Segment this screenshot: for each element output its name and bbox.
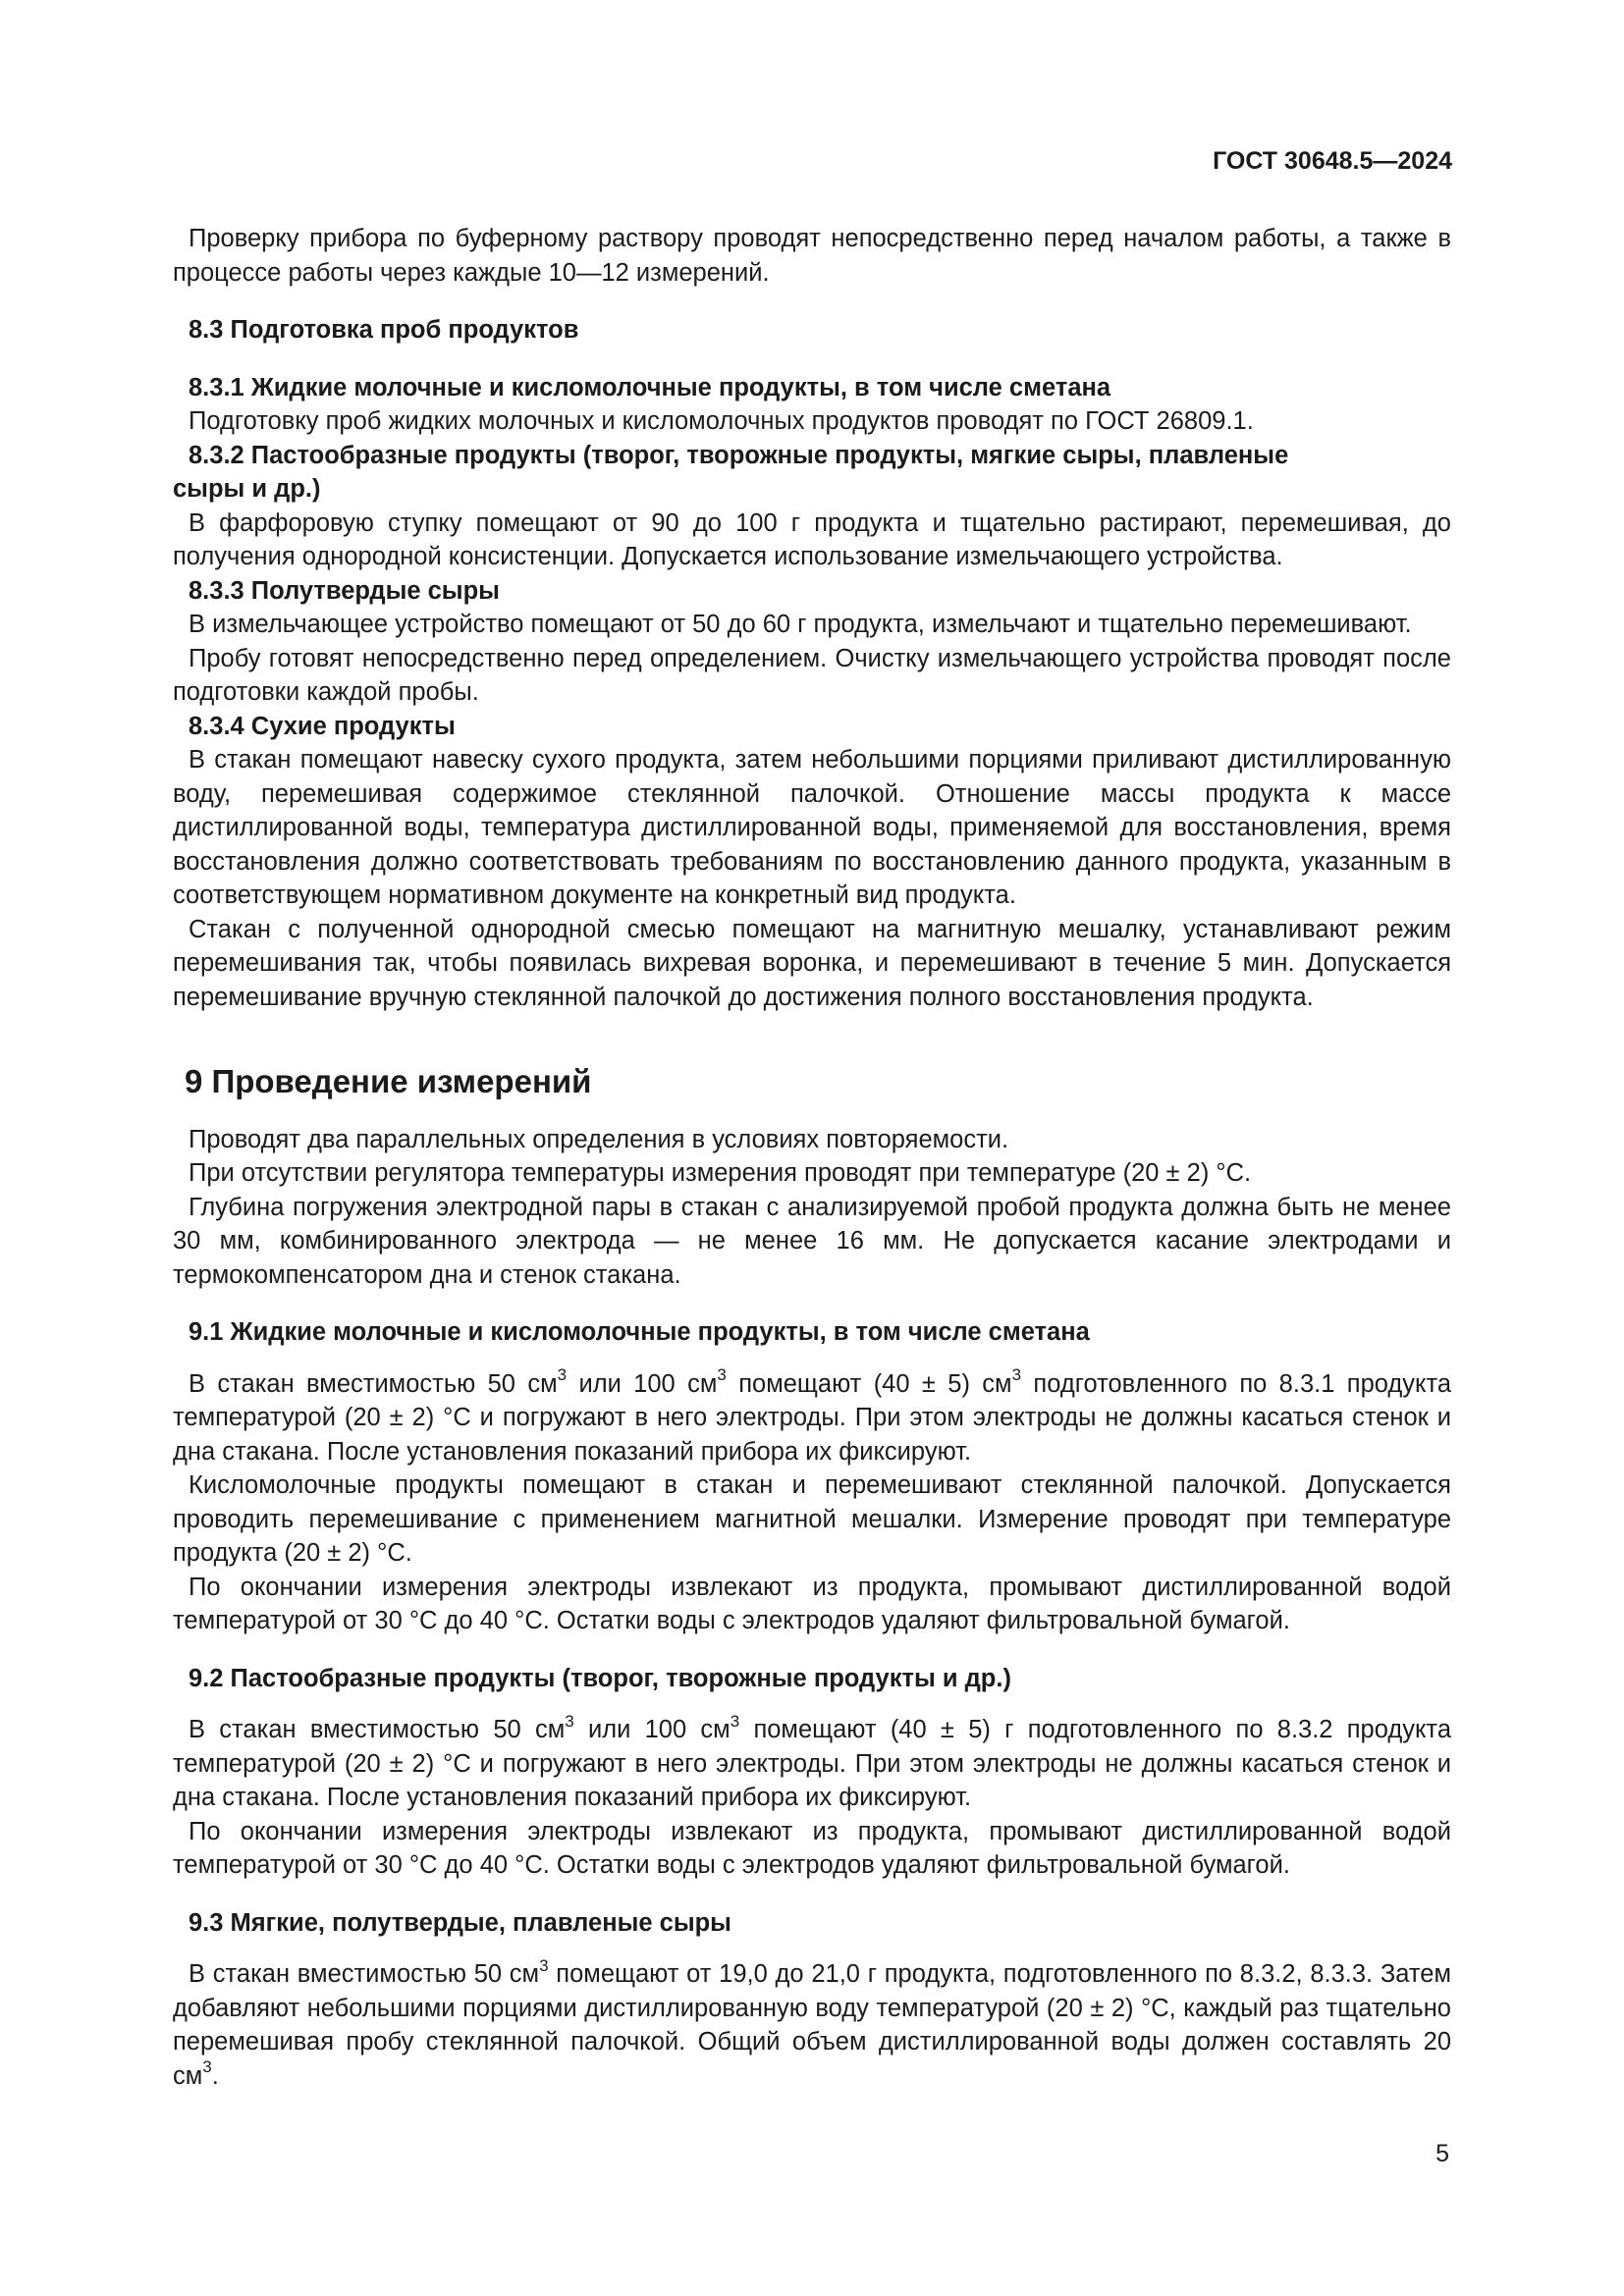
paragraph [173,1367,1451,1469]
page-content [173,222,1451,2093]
paragraph: В фарфоровую ступку помещают от 90 до 100 г продукта и тщательно растирают, перемешивая, до получения однородной консистенции. Допускается использование измельчающего устройства. [173,508,1451,570]
section-heading-9-2: 9.2 Пастообразные продукты (творог, творожные продукты и др.) [189,1664,1011,1692]
text-run: В стакан вместимостью 50 см [189,1960,540,1988]
superscript: 3 [202,2057,212,2076]
section-heading-8-3-4: 8.3.4 Сухие продукты [189,712,456,740]
superscript: 3 [1011,1365,1022,1384]
text-run: подготовленного по 8.3.1 продукта температурой (20 ± 2) °С и погружают в него электроды. При этом электроды не должны касаться стенок и дна стакана. После установления показаний прибора их фиксируют. [173,1369,1452,1466]
text-run: В стакан вместимостью 50 см [189,1369,558,1398]
paragraph: В измельчающее устройство помещают от 50 до 60 г продукта, измельчают и тщательно перемешивают. [189,611,1412,638]
heading-line: 8.3.2 Пастообразные продукты (творог, творожные продукты, мягкие сыры, плавленые [189,441,1289,469]
page-number: 5 [1435,2140,1449,2167]
heading-line: сыры и др.) [173,475,321,503]
paragraph [173,1957,1451,2093]
paragraph: Стакан с полученной однородной смесью помещают на магнитную мешалку, устанавливают режим перемешивания так, чтобы появилась вихревая воронка, и перемешивают в течение 5 мин. Допускается перемешивание вручную стеклянной палочкой до достижения полного восстановления продукта. [173,915,1451,1011]
text-run: В стакан вместимостью 50 см [189,1716,566,1743]
text-run: помещают от 19,0 до 21,0 г продукта, подготовленного по 8.3.2, 8.3.3. Затем добавляют небольшими порциями дистиллированную воду температурой (20 ± 2) °С, каждый раз тщательно перемешивая пробу стеклянной палочкой. Общий объем дистиллированной воды должен составлять 20 см [173,1960,1451,2090]
text-run: или 100 см [567,1369,718,1398]
paragraph: По окончании измерения электроды извлекают из продукта, промывают дистиллированной водой температурой от 30 °С до 40 °С. Остатки воды с электродов удаляют фильтровальной бумагой. [173,1573,1451,1634]
superscript: 3 [557,1365,568,1384]
text-run: помещают (40 ± 5) см [726,1369,1012,1398]
superscript: 3 [539,1955,549,1975]
paragraph: Глубина погружения электродной пары в стакан с анализируемой пробой продукта должна быть не менее 30 мм, комбинированного электрода — не менее 16 мм. Не допускается касание электродами и термокомпенсатором дна и стенок стакана. [173,1193,1451,1289]
paragraph: Кисломолочные продукты помещают в стакан и перемешивают стеклянной палочкой. Допускается проводить перемешивание с применением магнитной мешалки. Измерение проводят при температуре продукта (20 ± 2) °С. [173,1471,1451,1567]
paragraph: В стакан помещают навеску сухого продукта, затем небольшими порциями приливают дистиллированную воду, перемешивая содержимое стеклянной палочкой. Отношение массы продукта к массе дистиллированной воды, температура дистиллированной воды, применяемой для восстановления, время восстановления должно соответствовать требованиям по восстановлению данного продукта, указанным в соответствующем нормативном документе на конкретный вид продукта. [173,746,1451,909]
superscript: 3 [565,1711,574,1731]
section-heading-9-1: 9.1 Жидкие молочные и кисломолочные продукты, в том числе сметана [189,1318,1090,1346]
superscript: 3 [717,1365,727,1384]
section-heading-9-3: 9.3 Мягкие, полутвердые, плавленые сыры [189,1908,731,1937]
section-heading-9: 9 Проведение измерений [185,1063,592,1099]
section-heading-8-3-3: 8.3.3 Полутвердые сыры [189,576,500,605]
superscript: 3 [730,1711,740,1731]
paragraph: При отсутствии регулятора температуры измерения проводят при температуре (20 ± 2) °С. [189,1159,1252,1187]
paragraph: Подготовку проб жидких молочных и кисломолочных продуктов проводят по ГОСТ 26809.1. [189,407,1254,435]
paragraph: Проводят два параллельных определения в условиях повторяемости. [189,1125,1009,1153]
paragraph: Проверку прибора по буферному раствору проводят непосредственно перед началом работы, а также в процессе работы через каждые 10—12 измерений. [173,225,1451,287]
text-run: помещают (40 ± 5) г подготовленного по 8.3.2 продукта температурой (20 ± 2) °С и погружают в него электроды. При этом электроды не должны касаться стенок и дна стакана. После установления показаний прибора их фиксируют. [173,1716,1452,1811]
section-heading-8-3-2 [173,439,1451,473]
paragraph: По окончании измерения электроды извлекают из продукта, промывают дистиллированной водой температурой от 30 °С до 40 °С. Остатки воды с электродов удаляют фильтровальной бумагой. [173,1817,1451,1879]
section-heading-8-3: 8.3 Подготовка проб продуктов [189,316,579,344]
paragraph [173,1713,1451,1815]
heading-continuation [173,472,1451,507]
paragraph: Пробу готовят непосредственно перед определением. Очистку измельчающего устройства проводят после подготовки каждой пробы. [173,644,1451,706]
text-run: или 100 см [573,1716,731,1743]
section-heading-8-3-1: 8.3.1 Жидкие молочные и кисломолочные продукты, в том числе сметана [189,373,1111,401]
text-run: . [211,2061,219,2090]
document-code: ГОСТ 30648.5—2024 [1213,147,1452,175]
